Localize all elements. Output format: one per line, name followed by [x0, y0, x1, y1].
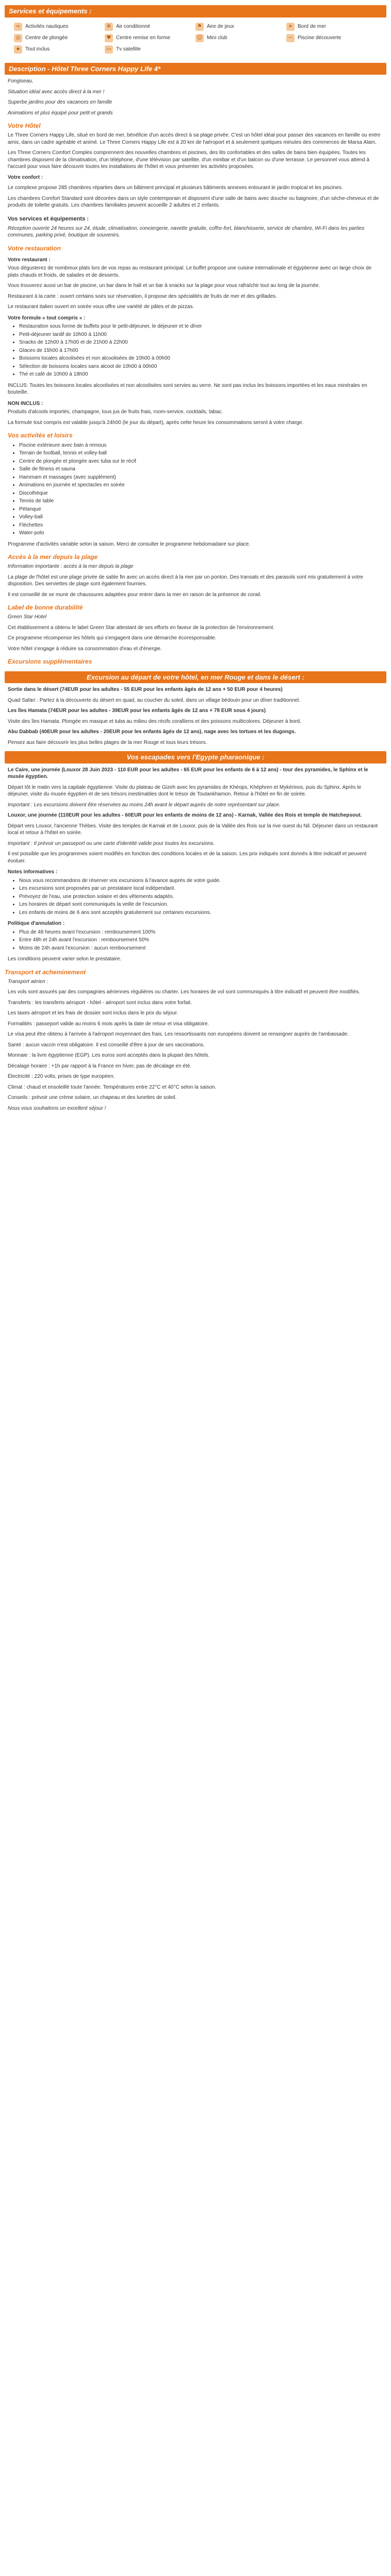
- description-title: Description - Hôtel Three Corners Happy Life 4*: [5, 63, 386, 75]
- all-inclusive-icon: ★: [14, 45, 22, 54]
- list-item: • Fléchettes: [19, 522, 383, 529]
- activities-heading: Vos activités et loisirs: [8, 432, 73, 439]
- excursions-title: Excursion au départ de votre hôtel, en mer Rouge et dans le désert :: [5, 671, 386, 684]
- beach-access-heading: Accès à la mer depuis la plage: [8, 553, 98, 561]
- excursion-paragraph: Pensez aux faire découvrir les plus belles plages de la mer Rouge et tous leurs trésors.: [8, 739, 207, 745]
- restaurant-paragraph: Vous dégusterez de nombreux plats lors de vos repas au restaurant principal. Le buffet propose une cuisine internationale et égyptienne avec un large choix de plats chauds et froids, de salades et de desserts.: [8, 265, 372, 278]
- label-paragraph: Green Star Hotel: [8, 614, 47, 620]
- transport-body: [5, 978, 386, 1112]
- list-item: • Water-polo: [19, 530, 383, 537]
- beach-paragraph: Information importante : accès à la mer depuis la plage: [8, 564, 134, 570]
- list-item: • Snacks de 12h00 à 17h00 et de 21h00 à 22h00: [19, 339, 383, 346]
- service-item: ◎ Centre de plongée: [14, 34, 105, 42]
- hotel-paragraph: Le Three Corners Happy Life, situé en bord de mer, bénéficie d'un accès direct à sa plage privée. C'est un hôtel idéal pour passer des vacances en famille ou entre amis, dans un cadre agréable et animé. Le Three Corners Happy Life est à 20 km de l'aéroport et à seulement quelques minutes des commerces de Marsa Alam.: [8, 132, 381, 145]
- list-item: • Plus de 48 heures avant l'excursion : remboursement 100%: [19, 929, 383, 936]
- hotel-services-heading: Vos services et équipements :: [8, 215, 89, 222]
- list-item: • Les enfants de moins de 6 ans sont acceptés gratuitement sur certaines excursions.: [19, 909, 383, 917]
- transport-paragraph: Le visa peut être obtenu à l'arrivée à l'aéroport moyennant des frais. Les ressortissants non européens doivent se renseigner auprès de l'ambassade.: [8, 1031, 349, 1038]
- intro-line: Animations et plus équipé pour petit et grands: [8, 110, 113, 116]
- list-item: • Restauration sous forme de buffets pour le petit-déjeuner, le déjeuner et le dîner: [19, 323, 383, 330]
- voyages-title: Vos escapades vers l'Egypte pharaonique :: [5, 751, 386, 764]
- voyage-paragraph: Important : Les excursions doivent être réservées au moins 24h avant le départ auprès de notre représentant sur place.: [8, 802, 281, 808]
- beach-icon: ☀: [286, 23, 295, 31]
- list-item: • Boissons locales alcoolisées et non alcoolisées de 10h00 à 00h00: [19, 355, 383, 362]
- intro-line: Fongiseau,: [8, 78, 34, 84]
- service-item: ▭ Tv satellite: [105, 45, 196, 54]
- transport-paragraph: Formalités : passeport valide au moins 6 mois après la date de retour et visa obligatoire.: [8, 1021, 209, 1027]
- label-paragraph: Ce programme récompense les hôtels qui s'engagent dans une démarche écoresponsable.: [8, 635, 217, 641]
- hotel-paragraph: Les chambres Comfort Standard sont décorées dans un style contemporain et disposent d'une salle de bains avec douche ou baignoire, d'un sèche-cheveux et de produits de toilette gratuits. Les chambres familiales peuvent accueillir 2 adultes et 2 enfants.: [8, 195, 379, 209]
- snowflake-icon: ❄: [105, 23, 113, 31]
- info-heading: Notes informatives :: [8, 869, 58, 875]
- voyage-paragraph: Le Caire, une journée (Louxor 28 Juin 2023 - 110 EUR pour les adultes - 65 EUR pour les enfants de 6 à 12 ans) - tour des pyramides, le Sphinx et le musée égyptien.: [8, 767, 368, 780]
- list-item: • Centre de plongée et plongée avec tuba sur le récif: [19, 458, 383, 465]
- hotel-paragraph: Les Three Corners Comfort Complex comprennent des nouvelles chambres et piscines, des lits confortables et des salles de bains bien équipées. Toutes les chambres disposent de la climatisation, d'un téléphone, d'une télévision par satellite, d'un minibar et d'un balcon ou d'une terrasse. Le personnel vous attend à l'accueil pour vous faire découvrir toutes les installations de l'hôtel et vous présenter les activités proposées.: [8, 150, 370, 170]
- intro-line: Situation idéal avec accès direct à la mer !: [8, 89, 105, 95]
- tv-icon: ▭: [105, 45, 113, 54]
- transport-paragraph: Nous vous souhaitons un excellent séjour !: [8, 1105, 106, 1111]
- transport-paragraph: Monnaie : la livre égyptienne (EGP). Les euros sont acceptés dans la plupart des hôtels.: [8, 1053, 210, 1059]
- service-item: ♥ Centre remise en forme: [105, 34, 196, 42]
- list-item: • Glaces de 15h00 à 17h00: [19, 347, 383, 354]
- service-item: ≈ Activités nautiques: [14, 23, 105, 31]
- voyage-paragraph: Départ tôt le matin vers la capitale égyptienne. Visite du plateau de Gizeh avec les pyramides de Khéops, Khéphren et Mykérinos, puis du Sphinx. Après le déjeuner, visite du musée égyptien et de ses trésors inestimables dont le trésor de Toutankhamon. Retour à l'hôtel en fin de soirée.: [8, 784, 362, 798]
- list-item: • Salle de fitness et sauna: [19, 466, 383, 473]
- excursion-paragraph: Abu Dabbab (40EUR pour les adultes - 20EUR pour les enfants âgés de 12 ans), nage avec les tortues et les dugongs.: [8, 729, 296, 735]
- services-title: Services et équipements :: [5, 5, 386, 18]
- list-item: • Volley-ball: [19, 514, 383, 521]
- transport-paragraph: Santé : aucun vaccin n'est obligatoire. Il est conseillé d'être à jour de ses vaccinations.: [8, 1042, 205, 1048]
- list-item: • Les excursions sont proposées par un prestataire local indépendant.: [19, 885, 383, 892]
- formula-list: [8, 323, 383, 378]
- playground-icon: ⚑: [196, 23, 204, 31]
- pool-icon: ~: [286, 34, 295, 42]
- hotel-services-text: Réception ouverte 24 heures sur 24, étude, climatisation, conciergerie, navette gratuite, coffre-fort, blanchisserie, service de chambre, Wi-Fi dans les parties communes, parking privé, boutique de souvenirs.: [8, 225, 365, 239]
- list-item: • Discothèque: [19, 490, 383, 497]
- transport-paragraph: Transferts : les transferts aéroport - hôtel - aéroport sont inclus dans votre forfait.: [8, 999, 192, 1006]
- list-item: • Petit-déjeuner tardif de 10h00 à 11h00: [19, 331, 383, 338]
- list-item: • Sélection de boissons locales sans alcool de 10h00 à 00h00: [19, 363, 383, 370]
- kids-icon: ☺: [196, 34, 204, 42]
- voyage-paragraph: Il est possible que les programmes soient modifiés en fonction des conditions locales et de la saison. Les prix indiqués sont donnés à titre indicatif et peuvent évoluer.: [8, 851, 367, 864]
- excursion-paragraph: Sortie dans le désert (74EUR pour les adultes - 55 EUR pour les enfants âgés de 12 ans + 50 EUR pour 4 heures): [8, 687, 283, 693]
- excursion-paragraph: Quad Safari : Partez à la découverte du désert en quad, au coucher du soleil, dans un village bédouin pour un dîner traditionnel.: [8, 697, 301, 703]
- hotel-paragraph: Le complexe propose 285 chambres réparties dans un bâtiment principal et plusieurs bâtiments annexes entourant le jardin tropical et les piscines.: [8, 185, 343, 191]
- transport-paragraph: Climat : chaud et ensoleillé toute l'année. Températures entre 22°C et 40°C selon la saison.: [8, 1084, 217, 1090]
- services-grid: [5, 21, 386, 58]
- formula-end: La formule tout compris est valable jusqu'à 24h00 (le jour du départ), après cette heure les consommations seront à votre charge.: [8, 419, 304, 426]
- intro-line: Superbe jardins pour des vacances en famille: [8, 99, 112, 106]
- label-paragraph: Cet établissement a obtenu le label Green Star attestant de ses efforts en faveur de la protection de l'environnement.: [8, 624, 275, 631]
- transport-paragraph: Décalage horaire : +1h par rapport à la France en hiver, pas de décalage en été.: [8, 1063, 192, 1069]
- service-item: ☺ Mini club: [196, 34, 286, 42]
- list-item: • Prévoyez de l'eau, une protection solaire et des vêtements adaptés.: [19, 893, 383, 901]
- restaurant-paragraph: Le restaurant italien ouvert en soirée vous offre une variété de pâtes et de pizzas.: [8, 304, 194, 310]
- description-body: [5, 78, 386, 666]
- list-item: • Pétanque: [19, 506, 383, 513]
- formula-note: INCLUS: Toutes les boissons locales alcoolisées et non alcoolisées sont servies au verre. Ne sont pas inclus les boissons importées et les eaux minérales en bouteille.: [8, 382, 367, 396]
- transport-paragraph: Les vols sont assurés par des compagnies aériennes régulières ou charter. Les horaires de vol sont communiqués à titre indicatif et peuvent être modifiés.: [8, 989, 361, 995]
- list-item: • Moins de 24h avant l'excursion : aucun remboursement: [19, 945, 383, 952]
- service-item: ★ Tout inclus: [14, 45, 105, 54]
- list-item: • Les horaires de départ sont communiqués la veille de l'excursion.: [19, 901, 383, 908]
- excursion-paragraph: Visite des îles Hamata. Plongée en masque et tuba au milieu des récifs coralliens et des poissons multicolores. Déjeuner à bord.: [8, 718, 302, 724]
- activities-note: Programme d'activités variable selon la saison. Merci de consulter le programme hebdomadaire sur place.: [8, 541, 250, 547]
- policy-heading: Politique d'annulation :: [8, 921, 65, 927]
- dive-icon: ◎: [14, 34, 22, 42]
- transport-paragraph: Électricité : 220 volts, prises de type européen.: [8, 1074, 115, 1080]
- list-item: • Tennis de table: [19, 498, 383, 505]
- list-item: • Nous vous recommandons de réserver vos excursions à l'avance auprès de votre guide.: [19, 877, 383, 885]
- service-item: ☀ Bord de mer: [286, 23, 377, 31]
- service-item: ⚑ Aire de jeux: [196, 23, 286, 31]
- restaurant-subheading: Votre restaurant :: [8, 257, 51, 263]
- hotel-heading: Votre Hôtel: [8, 122, 41, 130]
- list-item: • Piscine extérieure avec bain à remous: [19, 442, 383, 449]
- fitness-icon: ♥: [105, 34, 113, 42]
- restaurant-paragraph: Vous trouverez aussi un bar de piscine, un bar dans le hall et un bar à snacks sur la plage pour vous rafraîchir tout au long de la journée.: [8, 283, 320, 289]
- transport-paragraph: Conseils : prévoir une crème solaire, un chapeau et des lunettes de soleil.: [8, 1095, 177, 1101]
- formula-heading: Votre formule « tout compris » :: [8, 315, 86, 321]
- beach-paragraph: Il est conseillé de se munir de chaussures adaptées pour entrer dans la mer en raison de la présence de corail.: [8, 591, 262, 598]
- list-item: • Thé et café de 10h00 à 18h00: [19, 371, 383, 378]
- activities-list: [8, 442, 383, 537]
- list-item: • Animations en journée et spectacles en soirée: [19, 482, 383, 489]
- label-heading: Label de bonne durabilité: [8, 604, 83, 612]
- transport-paragraph: Les taxes aéroport et les frais de dossier sont inclus dans le prix du séjour.: [8, 1010, 178, 1016]
- policy-list: [8, 929, 383, 952]
- restaurant-paragraph: Restaurant à la carte : ouvert certains soirs sur réservation, il propose des spécialités de fruits de mer et des grillades.: [8, 293, 277, 299]
- label-footer: Votre hôtel s'engage à réduire sa consommation d'eau et d'énergie.: [8, 646, 162, 652]
- excursion-paragraph: Les îles Hamata (74EUR pour les adultes - 39EUR pour les enfants âgés de 12 ans + 78 EUR sous 4 jours): [8, 708, 266, 714]
- restaurant-heading: Votre restauration: [8, 244, 61, 252]
- service-item: ~ Piscine découverte: [286, 34, 377, 42]
- list-item: • Hammam et massages (avec supplément): [19, 474, 383, 481]
- voyage-paragraph: Départ vers Louxor, l'ancienne Thèbes. Visite des temples de Karnak et de Louxor, puis de la Vallée des Rois sur la rive ouest du Nil. Déjeuner dans un restaurant local et retour à l'hôtel en soirée.: [8, 823, 378, 836]
- list-item: • Terrain de football, tennis et volley-ball: [19, 450, 383, 457]
- voyage-paragraph: Important : Il prévoir un passeport ou une carte d'identité valide pour toutes les excursions.: [8, 840, 215, 846]
- page: [5, 5, 386, 1112]
- service-item: ❄ Air conditionné: [105, 23, 196, 31]
- transport-title: Transport et acheminement: [5, 968, 86, 976]
- hotel-paragraph: Votre confort :: [8, 174, 43, 180]
- list-item: • Entre 48h et 24h avant l'excursion : remboursement 50%: [19, 937, 383, 944]
- extra-excursions-heading: Excursions supplémentaires: [8, 658, 92, 666]
- info-list: [8, 877, 383, 917]
- transport-paragraph: Transport aérien :: [8, 978, 48, 985]
- excursions-body: [5, 686, 386, 746]
- wave-icon: ≈: [14, 23, 22, 31]
- voyages-body: [5, 767, 386, 963]
- not-included-text: Produits d'alcools importés, champagne, tous jus de fruits frais, room-service, cocktails, tabac.: [8, 409, 223, 415]
- not-included-heading: NON INCLUS :: [8, 400, 43, 406]
- voyage-paragraph: Louxor, une journée (110EUR pour les adultes - 60EUR pour les enfants de moins de 12 ans) - Karnak, Vallée des Rois et temple de Hatchepsout.: [8, 812, 362, 819]
- beach-paragraph: La plage de l'hôtel est une plage privée de sable fin avec un accès direct à la mer par un ponton. Des transats et des parasols sont mis gratuitement à votre disposition. Des serviettes de plage sont également fournies.: [8, 574, 363, 587]
- policy-note: Les conditions peuvent varier selon le prestataire.: [8, 956, 122, 962]
